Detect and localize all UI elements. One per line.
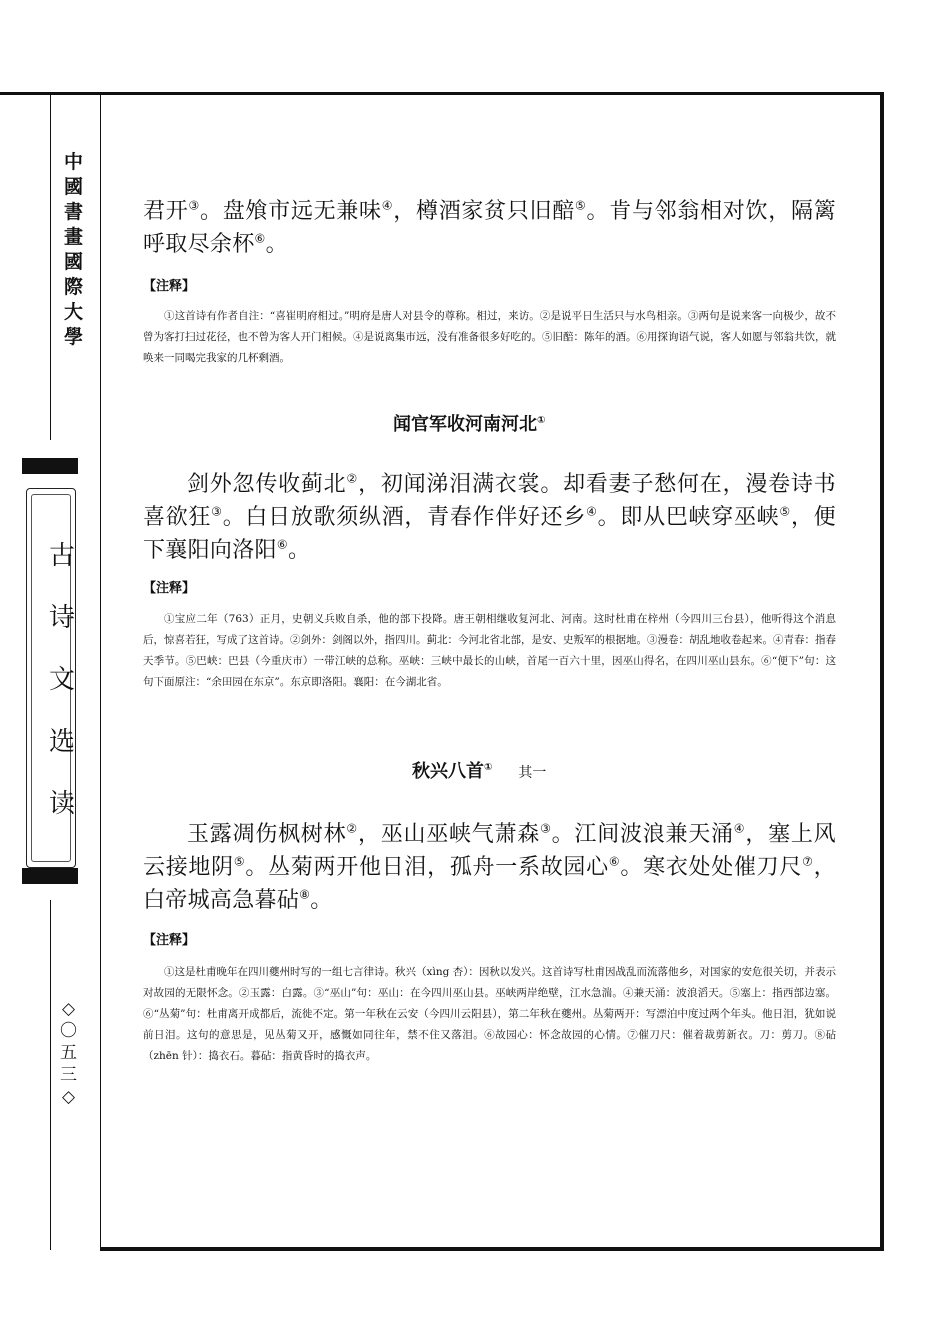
note-marker: ⑦: [802, 854, 814, 869]
vertical-char: 學: [64, 326, 84, 348]
vertical-char: ◇: [61, 1087, 76, 1107]
sidebar-band-top: [22, 458, 78, 474]
notes3-text: ①这是杜甫晚年在四川夔州时写的一组七言律诗。秋兴（xìng 杏）：因秋以发兴。这首诗写杜甫因战乱而流落他乡，对国家的安危很关切，并表示对故园的无限怀念。②玉露：白露。③“巫山”句：巫山：在今四川巫山县。巫峡两岸绝壁，江水急湍。④兼天涌：波浪滔天。⑤塞上：指西部边塞。⑥“丛菊”句：杜甫离开成都后，流徙不定。第一年秋在云安（今四川云阳县），第二年秋在夔州。丛菊两开：写漂泊中度过两个年头。他日泪，犹如说前日泪。这句的意思是，见丛菊又开，感慨如同往年，禁不住又落泪。⑥故园心：怀念故园的心情。⑦催刀尺：催着裁剪新衣。刀：剪刀。⑧砧（zhēn 针）：捣衣石。暮砧：指黄昏时的捣衣声。: [143, 966, 836, 1062]
vertical-char: 國: [64, 251, 84, 273]
vertical-char: 國: [64, 176, 84, 198]
note-marker: ⑧: [299, 887, 311, 902]
note-marker: ⑥: [254, 231, 266, 246]
vertical-char: 读: [48, 789, 75, 819]
note-marker: ⑤: [233, 854, 246, 869]
frame-inner-border: [100, 92, 101, 1250]
poem-segment: ，塞上风云接地阴: [143, 822, 836, 880]
note-marker: ③: [188, 198, 200, 213]
poem3-title-note: ①: [484, 762, 493, 773]
vertical-char: 中: [64, 151, 84, 173]
note-marker: ⑥: [608, 854, 621, 869]
notes2-heading: 【注释】: [143, 581, 196, 596]
notes1-heading: 【注释】: [143, 279, 196, 294]
poem3-subtitle: 其一: [518, 765, 547, 781]
vertical-char: ◇: [61, 999, 76, 1019]
vertical-char: 文: [48, 665, 75, 695]
poem2-text: [143, 468, 836, 567]
sidebar-band-bottom: [22, 868, 78, 884]
poem2-title-text: 闻官军收河南河北: [393, 414, 537, 435]
sidebar-rule-left-top: [50, 95, 51, 440]
note-marker: ⑤: [779, 504, 791, 519]
note-marker: ④: [381, 198, 394, 213]
poem-segment: 玉露凋伤枫树林: [187, 822, 347, 847]
vertical-char: 〇: [60, 1021, 77, 1041]
vertical-char: 三: [60, 1065, 77, 1085]
poem3-title: [412, 757, 546, 783]
vertical-char: 五: [60, 1043, 77, 1063]
poem-segment: ，初闻涕泪满衣裳。却看妻子愁何在，漫卷诗书喜欲狂: [143, 472, 836, 530]
poem-segment: ，樽酒家贫只旧醅: [393, 199, 575, 224]
vertical-char: 書: [64, 201, 84, 223]
poem-segment: 。: [265, 232, 288, 257]
poem-segment: 。丛菊两开他日泪，孤舟一系故园心: [245, 855, 609, 880]
poem-segment: 。寒衣处处催刀尺: [620, 855, 803, 880]
vertical-char: 際: [64, 276, 84, 298]
note-marker: ③: [540, 821, 552, 836]
vertical-char: 畫: [64, 226, 84, 248]
vertical-char: 选: [48, 727, 75, 757]
poem2-title: [393, 410, 545, 436]
vertical-char: 大: [64, 301, 84, 323]
poem-segment: 。即从巴峡穿巫峡: [597, 505, 780, 530]
note-marker: ②: [346, 821, 358, 836]
poem1-text: [143, 195, 836, 261]
poem-segment: ，便下襄阳向洛阳: [143, 505, 836, 563]
poem-segment: 。江间波浪兼天涌: [551, 822, 734, 847]
notes3-heading: 【注释】: [143, 933, 196, 948]
vertical-char: 诗: [48, 603, 75, 633]
poem-segment: 。肯与邻翁相对饮，隔篱呼取尽余杯: [143, 199, 836, 257]
note-marker: ④: [733, 821, 746, 836]
page-number: [60, 998, 77, 1108]
poem-segment: ，巫山巫峡气萧森: [357, 822, 541, 847]
note-marker: ②: [346, 471, 359, 486]
poem-segment: 。白日放歌须纵酒，青春作伴好还乡: [222, 505, 587, 530]
note-marker: ④: [586, 504, 598, 519]
note-marker: ⑥: [276, 537, 288, 552]
note-marker: ③: [211, 504, 223, 519]
vertical-char: 古: [48, 541, 75, 571]
frame-bottom-border: [100, 1247, 884, 1251]
frame-top-border: [0, 92, 884, 95]
poem-segment: ，白帝城高急暮砧: [143, 855, 836, 913]
poem3-title-text: 秋兴八首: [412, 761, 484, 782]
notes1-text: ①这首诗有作者自注：“喜崔明府相过。”明府是唐人对县令的尊称。相过，来访。②是说平日生活只与水鸟相亲。③两句是说来客一向极少，故不曾为客打扫过花径，也不曾为客人开门相候。④是说离集市远，没有准备很多好吃的。⑤旧醅：陈年的酒。⑥用探询语气说，客人如愿与邻翁共饮，就唤来一同喝完我家的几杯剩酒。: [143, 310, 836, 364]
book-title: [34, 525, 90, 835]
poem-segment: 剑外忽传收蓟北: [187, 472, 347, 497]
note-marker: ⑤: [574, 198, 587, 213]
poem-segment: 。盘飧市远无兼味: [200, 199, 382, 224]
poem3-text: [143, 818, 836, 917]
frame-right-border: [880, 92, 884, 1251]
poem-segment: 。: [310, 888, 333, 913]
poem-segment: 。: [287, 538, 311, 563]
school-name: [64, 150, 83, 350]
poem2-title-note: ①: [537, 415, 546, 426]
sidebar-rule-left-bottom: [50, 900, 51, 1250]
poem-segment: 君开: [143, 199, 189, 224]
notes2-text: ①宝应二年（763）正月，史朝义兵败自杀，他的部下投降。唐王朝相继收复河北、河南。这时杜甫在梓州（今四川三台县），他听得这个消息后，惊喜若狂，写成了这首诗。②剑外：剑阁以外，指四川。蓟北：今河北省北部，是安、史叛军的根据地。③漫卷：胡乱地收卷起来。④青春：指春天季节。⑤巴峡：巴县（今重庆市）一带江峡的总称。巫峡：三峡中最长的山峡，首尾一百六十里，因巫山得名，在四川巫山县东。⑥“便下”句：这句下面原注：“余田园在东京”。东京即洛阳。襄阳：在今湖北省。: [143, 613, 836, 688]
